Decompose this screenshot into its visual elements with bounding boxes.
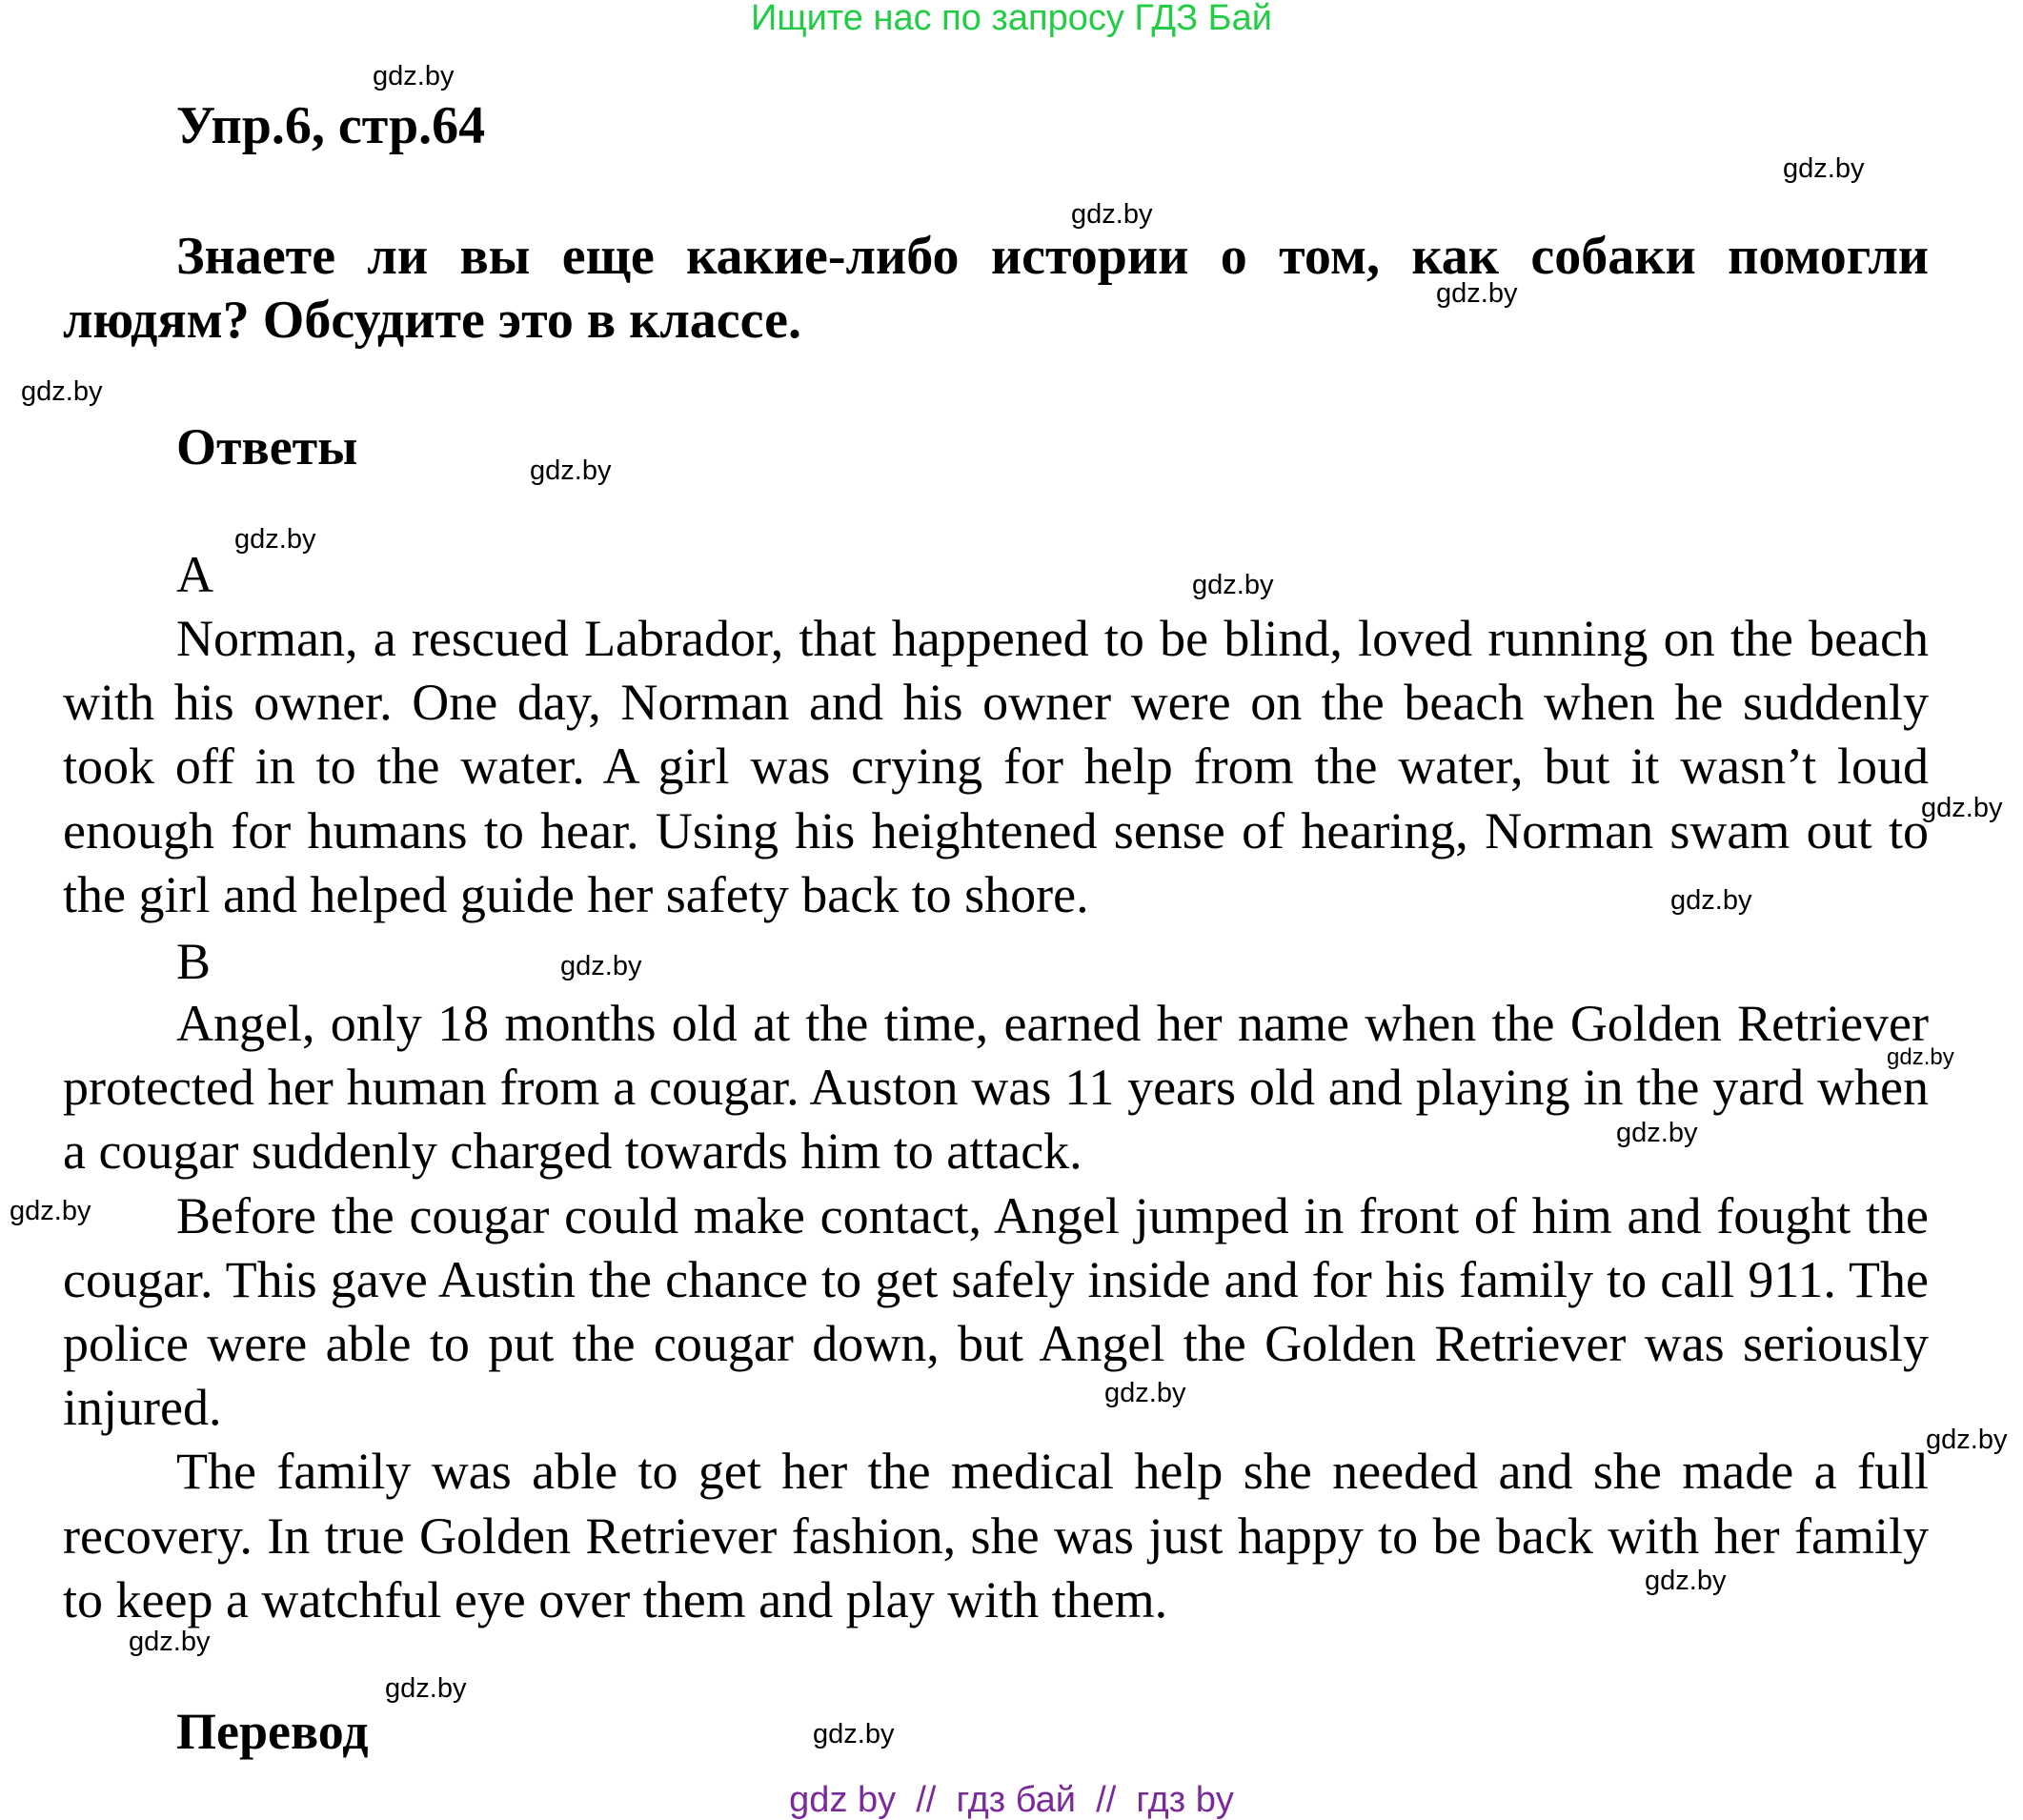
watermark: gdz.by <box>1436 278 1518 309</box>
watermark: gdz.by <box>1104 1378 1186 1408</box>
watermark: gdz.by <box>1887 1044 1954 1070</box>
watermark: gdz.by <box>1670 885 1752 916</box>
watermark: gdz.by <box>1071 199 1153 230</box>
watermark: gdz.by <box>1645 1566 1727 1596</box>
watermark: gdz.by <box>1921 793 2003 823</box>
story-a-paragraph: Norman, a rescued Labrador, that happened to be blind, loved running on the beach with his owner. One day, Norman and his owner were on the beach when he suddenly took off in to the water. A girl was crying for help from the water, but it wasn’t loud enough for humans to hear. Using his heightened sense of hearing, Norman swam out to the girl and helped guide her safety back to shore. <box>63 610 1929 923</box>
watermark: gdz.by <box>373 61 455 91</box>
watermark: gdz.by <box>530 455 612 486</box>
search-banner: Ищите нас по запросу ГДЗ Бай <box>751 0 1272 38</box>
watermark: gdz.by <box>1783 153 1865 184</box>
site-footer: gdz by // гдз бай // гдз by <box>789 1780 1234 1820</box>
translation-heading: Перевод <box>176 1703 369 1760</box>
watermark: gdz.by <box>234 524 316 555</box>
watermark: gdz.by <box>21 376 103 407</box>
story-b-letter: B <box>176 933 212 990</box>
story-b-paragraph: Before the cougar could make contact, Angel jumped in front of him and fought the cougar. This gave Austin the chance to get safely inside and for his family to call 911. The police were able to put the cougar down, but Angel the Golden Retriever was seriously injured. <box>63 1186 1929 1437</box>
exercise-title: Упр.6, стр.64 <box>176 96 486 155</box>
watermark: gdz.by <box>385 1673 467 1704</box>
answers-heading: Ответы <box>176 418 358 475</box>
watermark: gdz.by <box>560 951 642 981</box>
story-a-text <box>63 607 1929 927</box>
task-text: Знаете ли вы еще какие-либо истории о том, как собаки помогли людям? Обсудите это в классе. <box>63 227 1929 350</box>
watermark: gdz.by <box>1616 1118 1698 1148</box>
watermark: gdz.by <box>1192 570 1274 600</box>
watermark: gdz.by <box>10 1196 91 1226</box>
watermark: gdz.by <box>813 1719 895 1749</box>
watermark: gdz.by <box>129 1627 211 1657</box>
story-b-text <box>63 992 1929 1632</box>
watermark: gdz.by <box>1926 1425 2008 1455</box>
story-a-letter: A <box>176 546 213 603</box>
story-b-paragraph: The family was able to get her the medical help she needed and she made a full recovery. In true Golden Retriever fashion, she was just happy to be back with her family to keep a watchful eye over them and play with them. <box>63 1443 1929 1628</box>
story-b-paragraph: Angel, only 18 months old at the time, earned her name when the Golden Retriever protected her human from a cougar. Auston was 11 years old and playing in the yard when a cougar suddenly charged towards him to attack. <box>63 995 1929 1181</box>
